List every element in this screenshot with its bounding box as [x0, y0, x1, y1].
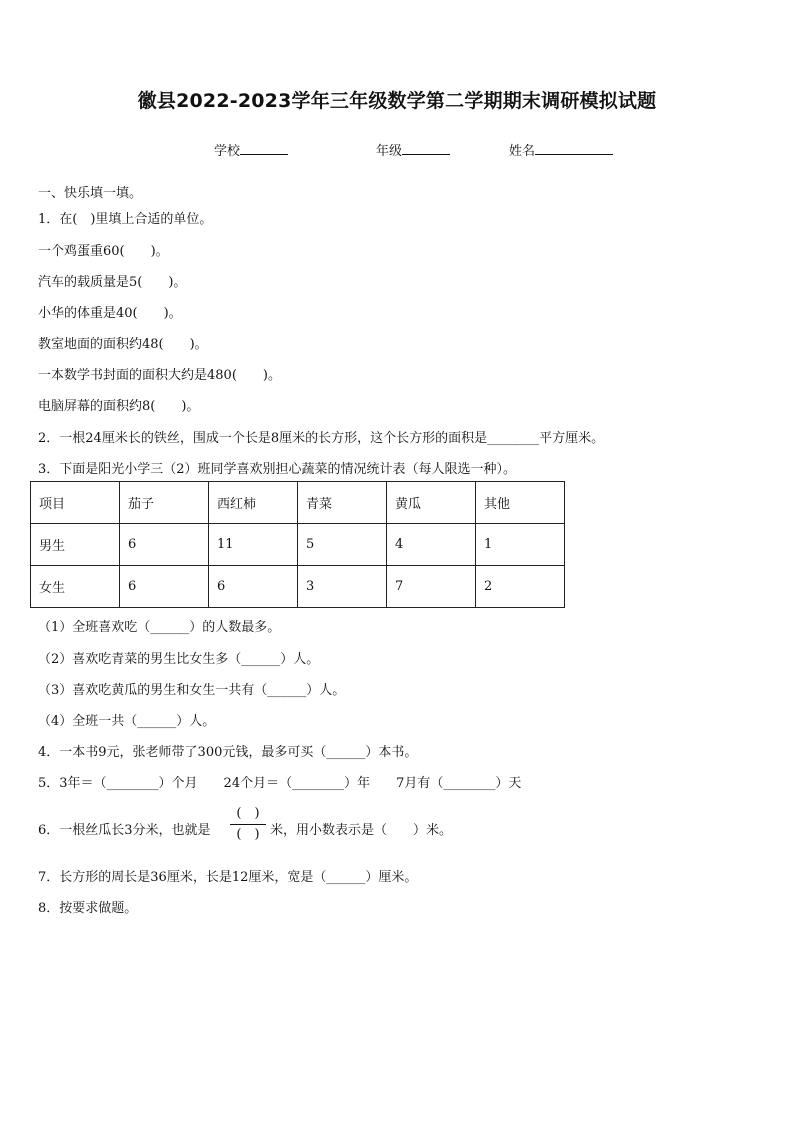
question-1-item: 教室地面的面积约48( )。 — [38, 337, 208, 352]
name-label: 姓名 — [509, 144, 536, 159]
question-3-stem: 3．下面是阳光小学三（2）班同学喜欢别担心蔬菜的情况统计表（每人限选一种）。 — [38, 462, 517, 477]
name-field — [509, 140, 613, 159]
question-2: 2．一根24厘米长的铁丝，围成一个长是8厘米的长方形，这个长方形的面积是________平方厘米。 — [38, 431, 605, 446]
table-cell: 5 — [298, 524, 387, 566]
grade-label: 年级 — [376, 144, 403, 159]
table-header-cell: 青菜 — [298, 482, 387, 524]
question-3-sub: （4）全班一共（______）人。 — [38, 714, 216, 729]
table-header-cell: 西红柿 — [209, 482, 298, 524]
question-3-sub: （2）喜欢吃青菜的男生比女生多（______）人。 — [38, 652, 320, 667]
table-row — [31, 524, 565, 566]
name-blank[interactable] — [535, 141, 613, 155]
section-heading: 一、快乐填一填。 — [38, 186, 143, 201]
question-1-item: 电脑屏幕的面积约8( )。 — [38, 399, 200, 414]
question-7: 7．长方形的周长是36厘米，长是12厘米，宽是（______）厘米。 — [38, 870, 418, 885]
question-1-stem: 1．在( )里填上合适的单位。 — [38, 212, 213, 227]
question-6-after: 米，用小数表示是（ ）米。 — [270, 823, 453, 838]
page-title: 徽县2022-2023学年三年级数学第二学期期末调研模拟试题 — [137, 90, 657, 112]
table-cell: 1 — [476, 524, 565, 566]
table-cell: 6 — [120, 524, 209, 566]
school-blank[interactable] — [240, 141, 288, 155]
table-header-row — [31, 482, 565, 524]
table-header-cell: 项目 — [31, 482, 120, 524]
table-header-cell: 黄瓜 — [387, 482, 476, 524]
table-cell: 7 — [387, 566, 476, 608]
table-cell: 4 — [387, 524, 476, 566]
question-3-sub: （1）全班喜欢吃（______）的人数最多。 — [38, 620, 281, 635]
question-4: 4．一本书9元，张老师带了300元钱，最多可买（______）本书。 — [38, 745, 418, 760]
grade-blank[interactable] — [402, 141, 450, 155]
question-5: 5．3年＝（________）个月 24个月＝（________）年 7月有（________）天 — [38, 776, 522, 791]
question-8: 8．按要求做题。 — [38, 901, 138, 916]
fraction-bar — [230, 824, 266, 825]
fraction-denominator: ( ) — [236, 827, 260, 842]
school-label: 学校 — [214, 144, 241, 159]
grade-field — [376, 140, 450, 159]
table-header-cell: 其他 — [476, 482, 565, 524]
school-field — [214, 140, 288, 159]
table-cell: 2 — [476, 566, 565, 608]
question-1-item: 一个鸡蛋重60( )。 — [38, 244, 169, 259]
table-cell: 3 — [298, 566, 387, 608]
table-cell: 6 — [120, 566, 209, 608]
fraction — [230, 806, 266, 843]
table-cell: 6 — [209, 566, 298, 608]
table-cell: 男生 — [31, 524, 120, 566]
question-6-before: 6．一根丝瓜长3分米，也就是 — [38, 823, 211, 838]
question-1-item: 小华的体重是40( )。 — [38, 306, 182, 321]
table-cell: 女生 — [31, 566, 120, 608]
fraction-numerator: ( ) — [236, 806, 260, 821]
question-1-item: 一本数学书封面的面积大约是480( )。 — [38, 368, 281, 383]
table-cell: 11 — [209, 524, 298, 566]
question-3-sub: （3）喜欢吃黄瓜的男生和女生一共有（______）人。 — [38, 683, 346, 698]
vegetable-table — [30, 481, 565, 608]
question-1-item: 汽车的载质量是5( )。 — [38, 275, 187, 290]
table-row — [31, 566, 565, 608]
table-header-cell: 茄子 — [120, 482, 209, 524]
